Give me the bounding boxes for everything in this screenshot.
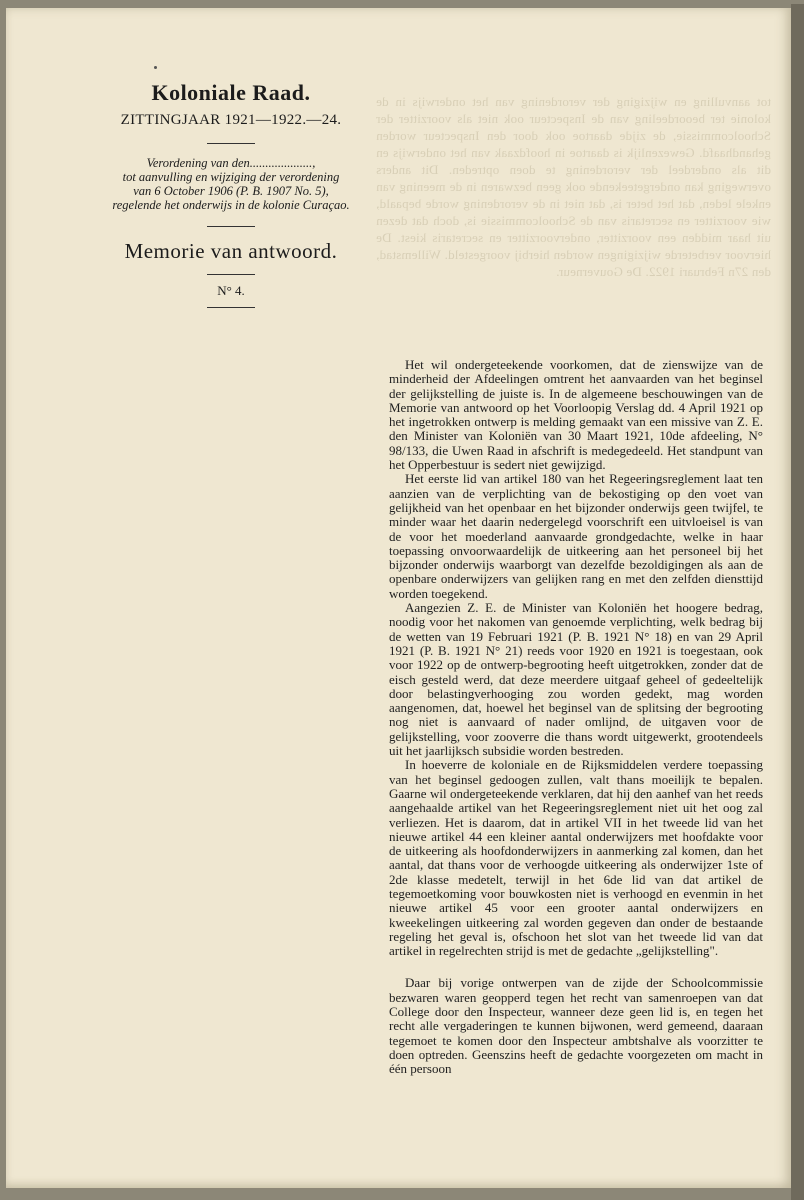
council-title: Koloniale Raad. (151, 80, 311, 105)
divider (207, 226, 255, 227)
heading-column (96, 80, 366, 320)
session-year: ZITTINGJAAR 1921—1922.—24. (120, 112, 342, 128)
ordinance-description (96, 156, 366, 212)
bleed-through-text: tot aanvulling en wijziging der verordening van het onderwijs in de kolonie ter beoordeeling van de Inspecteur ook niet als voorzitter der Schoolcommissie, de zijde daartoe ook door den Inspecteur worden gehandhaafd. Gewezenlijk is daartoe in hoofdzaak van het onderwijs en dit als onderdeel der verordening te doen optreden. Dit anders overweging kan ondergeteekende ook geen bezwaren in de meening van enkele leden, dat het beter is, dat niet in de verordening worde bepaald, wie voorzitter en secretaris van de Schoolcommissie is, doch dat dezen uit haar midden een voorzitter, ondervoorzitter en secretaris kiest. De hiervoor verbeterde wijzigingen worden hierbij voorgesteld. Willemstad, den 27n Februari 1922. De Gouverneur. (376, 94, 771, 279)
document-number: N° 4. (217, 283, 245, 298)
divider (207, 307, 255, 308)
description-line: van 6 October 1906 (P. B. 1907 No. 5), (133, 184, 329, 198)
description-line: Verordening van den...................., (146, 156, 316, 170)
section-title: Memorie van antwoord. (124, 239, 338, 263)
body-text (389, 358, 763, 1077)
paragraph: Het wil ondergeteekende voorkomen, dat de zienswijze van de minderheid der Afdeelingen omtrent het aanvaarden van het beginsel der gelijkstelling de juiste is. In de algemeene beschouwingen van de Memorie van antwoord op het Voorloopig Verslag dd. 4 April 1921 op het ingetrokken ontwerp is melding gemaakt van een missive van Z. E. den Minister van Koloniën van 30 Maart 1921, 10de afdeeling, N° 98/133, die Uwen Raad in afschrift is medegedeeld. Het standpunt van het Opperbestuur is sedert niet gewijzigd. (389, 357, 763, 473)
divider (207, 274, 255, 275)
paragraph: Aangezien Z. E. de Minister van Koloniën het hoogere bedrag, noodig voor het nakomen van genoemde verplichting, welk bedrag bij de wetten van 19 Februari 1921 (P. B. 1921 N° 18) en van 29 April 1921 (P. B. 1921 N° 21) reeds voor 1920 en 1921 is toegestaan, ook voor 1922 op de ontwerp-begrooting heeft uitgetrokken, zonder dat de eisch gesteld werd, dat deze meerdere uitgaaf geheel of gedeeltelijk door belastingverhooging zou worden gedekt, mag worden aangenomen, dat, hoewel het beginsel van de splitsing der begrooting nog niet is aanvaard of nader omlijnd, de uitgaven voor de gelijkstelling, voor zooverre die thans wordt uitgewerkt, grootendeels uit het jaarlijksch subsidie worden bestreden. (389, 600, 763, 759)
scan-edge (791, 4, 804, 1200)
ink-speck (154, 66, 157, 69)
paragraph: In hoeverre de koloniale en de Rijksmiddelen verdere toepassing van het beginsel gedoogen zullen, valt thans moeilijk te bepalen. Gaarne wil ondergeteekende verklaren, dat hij den aanhef van het reeds aangehaalde artikel van het Regeeringsreglement niet uit het oog zal verliezen. Het is daarom, dat in artikel VII in het tweede lid van het nieuwe artikel 44 een kleiner aantal onderwijzers met hoofdakte voor de uitkeering als hoofdonderwijzers in aanmerking zal komen, dan het aantal, dat thans voor de verhoogde uitkeering als onderwijzer 1ste of 2de klasse medetelt, terwijl in het 6de lid van dat artikel de tegemoetkoming voor bouwkosten niet is verhoogd en evenmin in het nieuwe artikel 45 voor een grooter aantal onderwijzers en kweekelingen uitkeering zal worden gegeven dan onder de bestaande regeling het geval is, ofschoon het slot van het tweede lid van dat artikel in regelrechten strijd is met de gedachte „gelijkstelling". (389, 757, 763, 959)
document-page (6, 8, 791, 1188)
paragraph: Daar bij vorige ontwerpen van de zijde der Schoolcommissie bezwaren waren geopperd tegen het recht van samenroepen van dat College door den Inspecteur, wanneer deze geen lid is, en tegen het recht alle vergaderingen te kunnen bijwonen, werd gemeend, daaraan tegemoet te komen door den Inspecteur ambtshalve als voorzitter te doen optreden. Geenszins heeft de gedachte voorgezeten om macht in één persoon (389, 975, 763, 1077)
description-line: tot aanvulling en wijziging der verordening (122, 170, 340, 184)
paragraph: Het eerste lid van artikel 180 van het Regeeringsreglement laat ten aanzien van de verplichting van de bekostiging op den voet van gelijkheid van het openbaar en het bijzonder onderwijs geen twijfel, te minder waar het daarin nedergelegd voorschrift een uitvloeisel is van de voor het moederland aanvaarde grondgedachte, welke in haar toepassing onvoorwaardelijk de uitkeering aan het personeel bij het bijzonder onderwijs waarborgt van dezelfde bezoldigingen als aan de openbare onderwijzers van gelijken rang en met den zelfden diensttijd worden toegekend. (389, 471, 763, 601)
description-line: regelende het onderwijs in de kolonie Curaçao. (112, 198, 350, 212)
divider (207, 143, 255, 144)
